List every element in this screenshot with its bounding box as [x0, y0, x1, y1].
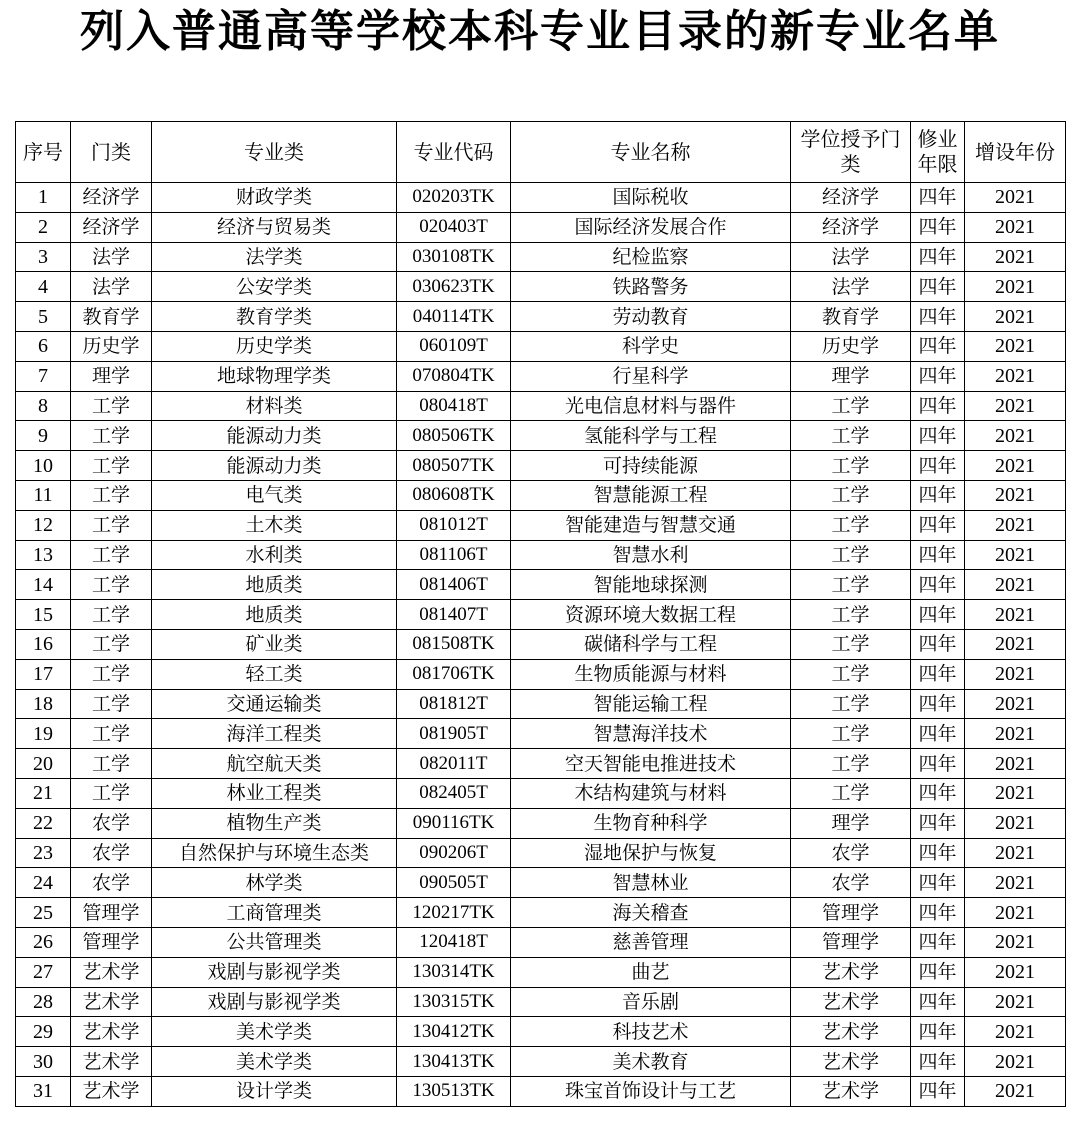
cell-major-class: 植物生产类 [152, 808, 397, 838]
cell-seq: 23 [16, 838, 71, 868]
cell-major-name: 音乐剧 [511, 987, 791, 1017]
table-row [16, 808, 1066, 838]
cell-duration: 四年 [911, 480, 965, 510]
cell-code: 130513TK [397, 1076, 511, 1106]
cell-seq: 10 [16, 451, 71, 481]
cell-duration: 四年 [911, 868, 965, 898]
cell-seq: 20 [16, 749, 71, 779]
cell-code: 070804TK [397, 361, 511, 391]
cell-category: 工学 [71, 659, 152, 689]
cell-year: 2021 [965, 1076, 1066, 1106]
cell-code: 130412TK [397, 1017, 511, 1047]
cell-major-name: 智慧能源工程 [511, 480, 791, 510]
table-row [16, 927, 1066, 957]
cell-major-class: 能源动力类 [152, 451, 397, 481]
cell-code: 080608TK [397, 480, 511, 510]
cell-duration: 四年 [911, 570, 965, 600]
cell-degree: 工学 [791, 629, 911, 659]
majors-table [15, 121, 1066, 1107]
cell-degree: 工学 [791, 719, 911, 749]
cell-year: 2021 [965, 183, 1066, 213]
cell-year: 2021 [965, 808, 1066, 838]
cell-degree: 经济学 [791, 212, 911, 242]
cell-seq: 29 [16, 1017, 71, 1047]
cell-major-name: 慈善管理 [511, 927, 791, 957]
cell-major-class: 美术学类 [152, 1017, 397, 1047]
cell-duration: 四年 [911, 957, 965, 987]
cell-major-class: 水利类 [152, 540, 397, 570]
cell-category: 工学 [71, 719, 152, 749]
cell-year: 2021 [965, 629, 1066, 659]
table-row [16, 719, 1066, 749]
cell-code: 081812T [397, 689, 511, 719]
cell-major-class: 戏剧与影视学类 [152, 957, 397, 987]
cell-code: 081406T [397, 570, 511, 600]
cell-major-class: 历史学类 [152, 331, 397, 361]
cell-seq: 4 [16, 272, 71, 302]
cell-category: 工学 [71, 749, 152, 779]
cell-year: 2021 [965, 480, 1066, 510]
cell-major-name: 科学史 [511, 331, 791, 361]
cell-duration: 四年 [911, 391, 965, 421]
header-code: 专业代码 [397, 122, 511, 183]
cell-degree: 艺术学 [791, 1047, 911, 1077]
cell-category: 教育学 [71, 302, 152, 332]
cell-degree: 管理学 [791, 898, 911, 928]
cell-seq: 1 [16, 183, 71, 213]
table-row [16, 1017, 1066, 1047]
cell-category: 工学 [71, 778, 152, 808]
cell-code: 130315TK [397, 987, 511, 1017]
cell-year: 2021 [965, 957, 1066, 987]
cell-year: 2021 [965, 212, 1066, 242]
cell-code: 060109T [397, 331, 511, 361]
cell-year: 2021 [965, 659, 1066, 689]
cell-degree: 工学 [791, 451, 911, 481]
cell-duration: 四年 [911, 302, 965, 332]
table-row [16, 421, 1066, 451]
cell-code: 081012T [397, 510, 511, 540]
cell-degree: 农学 [791, 868, 911, 898]
cell-major-class: 轻工类 [152, 659, 397, 689]
cell-seq: 27 [16, 957, 71, 987]
cell-category: 管理学 [71, 927, 152, 957]
table-row [16, 272, 1066, 302]
cell-year: 2021 [965, 838, 1066, 868]
cell-seq: 26 [16, 927, 71, 957]
cell-major-class: 地质类 [152, 600, 397, 630]
cell-duration: 四年 [911, 272, 965, 302]
cell-category: 管理学 [71, 898, 152, 928]
cell-degree: 法学 [791, 272, 911, 302]
cell-seq: 31 [16, 1076, 71, 1106]
cell-major-name: 智能地球探测 [511, 570, 791, 600]
table-row [16, 600, 1066, 630]
cell-duration: 四年 [911, 421, 965, 451]
cell-seq: 8 [16, 391, 71, 421]
cell-major-class: 海洋工程类 [152, 719, 397, 749]
cell-category: 艺术学 [71, 957, 152, 987]
cell-code: 130413TK [397, 1047, 511, 1077]
cell-category: 法学 [71, 272, 152, 302]
cell-year: 2021 [965, 778, 1066, 808]
cell-major-name: 曲艺 [511, 957, 791, 987]
table-body [16, 183, 1066, 1107]
cell-major-class: 矿业类 [152, 629, 397, 659]
cell-code: 082011T [397, 749, 511, 779]
cell-duration: 四年 [911, 838, 965, 868]
cell-year: 2021 [965, 987, 1066, 1017]
cell-category: 工学 [71, 629, 152, 659]
cell-duration: 四年 [911, 689, 965, 719]
cell-duration: 四年 [911, 927, 965, 957]
cell-seq: 5 [16, 302, 71, 332]
header-year: 增设年份 [965, 122, 1066, 183]
cell-category: 工学 [71, 391, 152, 421]
cell-major-name: 铁路警务 [511, 272, 791, 302]
cell-seq: 21 [16, 778, 71, 808]
cell-year: 2021 [965, 242, 1066, 272]
cell-major-name: 智慧林业 [511, 868, 791, 898]
cell-major-class: 美术学类 [152, 1047, 397, 1077]
cell-degree: 艺术学 [791, 957, 911, 987]
cell-degree: 理学 [791, 361, 911, 391]
cell-seq: 3 [16, 242, 71, 272]
cell-degree: 艺术学 [791, 1076, 911, 1106]
cell-degree: 教育学 [791, 302, 911, 332]
cell-major-name: 智能运输工程 [511, 689, 791, 719]
table-row [16, 570, 1066, 600]
header-category: 门类 [71, 122, 152, 183]
cell-year: 2021 [965, 719, 1066, 749]
cell-seq: 12 [16, 510, 71, 540]
cell-degree: 工学 [791, 570, 911, 600]
cell-year: 2021 [965, 361, 1066, 391]
table-row [16, 689, 1066, 719]
cell-code: 081508TK [397, 629, 511, 659]
page-title: 列入普通高等学校本科专业目录的新专业名单 [80, 6, 1000, 57]
cell-major-name: 湿地保护与恢复 [511, 838, 791, 868]
header-major-name: 专业名称 [511, 122, 791, 183]
header-degree: 学位授予门类 [791, 122, 911, 183]
cell-duration: 四年 [911, 361, 965, 391]
cell-seq: 14 [16, 570, 71, 600]
cell-degree: 工学 [791, 480, 911, 510]
cell-category: 工学 [71, 510, 152, 540]
cell-duration: 四年 [911, 510, 965, 540]
cell-major-class: 公共管理类 [152, 927, 397, 957]
cell-seq: 15 [16, 600, 71, 630]
cell-duration: 四年 [911, 987, 965, 1017]
cell-degree: 管理学 [791, 927, 911, 957]
cell-code: 081407T [397, 600, 511, 630]
cell-category: 艺术学 [71, 987, 152, 1017]
cell-major-name: 行星科学 [511, 361, 791, 391]
cell-major-name: 国际经济发展合作 [511, 212, 791, 242]
cell-major-name: 科技艺术 [511, 1017, 791, 1047]
cell-year: 2021 [965, 540, 1066, 570]
cell-code: 080507TK [397, 451, 511, 481]
cell-year: 2021 [965, 868, 1066, 898]
table-row [16, 361, 1066, 391]
cell-seq: 6 [16, 331, 71, 361]
cell-degree: 工学 [791, 510, 911, 540]
cell-category: 农学 [71, 808, 152, 838]
cell-major-class: 能源动力类 [152, 421, 397, 451]
cell-major-class: 土木类 [152, 510, 397, 540]
table-row [16, 302, 1066, 332]
cell-code: 020403T [397, 212, 511, 242]
table-row [16, 480, 1066, 510]
cell-duration: 四年 [911, 898, 965, 928]
cell-major-name: 珠宝首饰设计与工艺 [511, 1076, 791, 1106]
cell-degree: 工学 [791, 391, 911, 421]
cell-seq: 30 [16, 1047, 71, 1077]
cell-duration: 四年 [911, 1017, 965, 1047]
cell-major-name: 可持续能源 [511, 451, 791, 481]
cell-duration: 四年 [911, 719, 965, 749]
cell-degree: 经济学 [791, 183, 911, 213]
cell-category: 理学 [71, 361, 152, 391]
cell-major-name: 智慧海洋技术 [511, 719, 791, 749]
cell-major-name: 国际税收 [511, 183, 791, 213]
cell-code: 090206T [397, 838, 511, 868]
cell-year: 2021 [965, 510, 1066, 540]
cell-major-name: 纪检监察 [511, 242, 791, 272]
cell-category: 历史学 [71, 331, 152, 361]
cell-duration: 四年 [911, 778, 965, 808]
cell-code: 081905T [397, 719, 511, 749]
cell-major-class: 法学类 [152, 242, 397, 272]
cell-major-class: 设计学类 [152, 1076, 397, 1106]
table-row [16, 451, 1066, 481]
cell-major-class: 自然保护与环境生态类 [152, 838, 397, 868]
table-row [16, 898, 1066, 928]
table-header-row [16, 122, 1066, 183]
cell-major-name: 美术教育 [511, 1047, 791, 1077]
header-seq: 序号 [16, 122, 71, 183]
cell-seq: 7 [16, 361, 71, 391]
table-row [16, 987, 1066, 1017]
cell-degree: 理学 [791, 808, 911, 838]
cell-seq: 19 [16, 719, 71, 749]
cell-year: 2021 [965, 570, 1066, 600]
table-row [16, 331, 1066, 361]
cell-major-class: 电气类 [152, 480, 397, 510]
cell-code: 080506TK [397, 421, 511, 451]
cell-category: 农学 [71, 868, 152, 898]
table-row [16, 540, 1066, 570]
cell-code: 020203TK [397, 183, 511, 213]
cell-degree: 工学 [791, 540, 911, 570]
cell-major-class: 交通运输类 [152, 689, 397, 719]
table-row [16, 957, 1066, 987]
cell-year: 2021 [965, 749, 1066, 779]
cell-seq: 9 [16, 421, 71, 451]
cell-year: 2021 [965, 1017, 1066, 1047]
cell-year: 2021 [965, 1047, 1066, 1077]
cell-category: 工学 [71, 421, 152, 451]
cell-major-name: 资源环境大数据工程 [511, 600, 791, 630]
cell-category: 工学 [71, 570, 152, 600]
cell-seq: 28 [16, 987, 71, 1017]
table-row [16, 1047, 1066, 1077]
cell-major-class: 教育学类 [152, 302, 397, 332]
cell-degree: 农学 [791, 838, 911, 868]
cell-major-class: 工商管理类 [152, 898, 397, 928]
cell-major-class: 林业工程类 [152, 778, 397, 808]
cell-seq: 18 [16, 689, 71, 719]
cell-year: 2021 [965, 898, 1066, 928]
cell-year: 2021 [965, 451, 1066, 481]
cell-year: 2021 [965, 421, 1066, 451]
cell-code: 030108TK [397, 242, 511, 272]
header-major-class: 专业类 [152, 122, 397, 183]
cell-seq: 16 [16, 629, 71, 659]
cell-major-class: 航空航天类 [152, 749, 397, 779]
cell-major-class: 公安学类 [152, 272, 397, 302]
cell-category: 经济学 [71, 212, 152, 242]
cell-code: 120217TK [397, 898, 511, 928]
cell-category: 艺术学 [71, 1047, 152, 1077]
table-row [16, 510, 1066, 540]
cell-degree: 工学 [791, 778, 911, 808]
cell-degree: 工学 [791, 421, 911, 451]
cell-year: 2021 [965, 391, 1066, 421]
cell-seq: 22 [16, 808, 71, 838]
cell-code: 080418T [397, 391, 511, 421]
cell-major-class: 戏剧与影视学类 [152, 987, 397, 1017]
cell-code: 040114TK [397, 302, 511, 332]
table-row [16, 391, 1066, 421]
cell-degree: 工学 [791, 689, 911, 719]
cell-duration: 四年 [911, 540, 965, 570]
cell-code: 120418T [397, 927, 511, 957]
cell-degree: 法学 [791, 242, 911, 272]
cell-category: 法学 [71, 242, 152, 272]
cell-major-name: 空天智能电推进技术 [511, 749, 791, 779]
table-row [16, 838, 1066, 868]
cell-year: 2021 [965, 331, 1066, 361]
cell-duration: 四年 [911, 659, 965, 689]
cell-major-name: 生物质能源与材料 [511, 659, 791, 689]
cell-duration: 四年 [911, 629, 965, 659]
cell-major-class: 材料类 [152, 391, 397, 421]
table-row [16, 212, 1066, 242]
cell-major-name: 木结构建筑与材料 [511, 778, 791, 808]
table-row [16, 629, 1066, 659]
cell-duration: 四年 [911, 331, 965, 361]
cell-category: 工学 [71, 689, 152, 719]
cell-code: 090505T [397, 868, 511, 898]
cell-major-name: 光电信息材料与器件 [511, 391, 791, 421]
cell-major-name: 碳储科学与工程 [511, 629, 791, 659]
cell-year: 2021 [965, 927, 1066, 957]
cell-seq: 13 [16, 540, 71, 570]
cell-major-class: 经济与贸易类 [152, 212, 397, 242]
table-row [16, 749, 1066, 779]
cell-major-name: 氢能科学与工程 [511, 421, 791, 451]
cell-major-name: 生物育种科学 [511, 808, 791, 838]
cell-category: 工学 [71, 480, 152, 510]
cell-category: 艺术学 [71, 1076, 152, 1106]
table-row [16, 242, 1066, 272]
cell-code: 090116TK [397, 808, 511, 838]
cell-year: 2021 [965, 689, 1066, 719]
table-row [16, 778, 1066, 808]
cell-degree: 艺术学 [791, 1017, 911, 1047]
cell-degree: 艺术学 [791, 987, 911, 1017]
cell-year: 2021 [965, 600, 1066, 630]
cell-degree: 工学 [791, 749, 911, 779]
table-row [16, 183, 1066, 213]
cell-major-name: 智能建造与智慧交通 [511, 510, 791, 540]
cell-duration: 四年 [911, 1076, 965, 1106]
table-row [16, 1076, 1066, 1106]
cell-major-name: 海关稽查 [511, 898, 791, 928]
cell-code: 082405T [397, 778, 511, 808]
cell-major-class: 地质类 [152, 570, 397, 600]
cell-major-class: 财政学类 [152, 183, 397, 213]
cell-category: 农学 [71, 838, 152, 868]
cell-duration: 四年 [911, 600, 965, 630]
cell-category: 工学 [71, 600, 152, 630]
cell-duration: 四年 [911, 808, 965, 838]
cell-duration: 四年 [911, 242, 965, 272]
header-duration: 修业年限 [911, 122, 965, 183]
cell-code: 081706TK [397, 659, 511, 689]
cell-degree: 工学 [791, 600, 911, 630]
cell-seq: 11 [16, 480, 71, 510]
cell-code: 081106T [397, 540, 511, 570]
cell-major-class: 林学类 [152, 868, 397, 898]
cell-seq: 25 [16, 898, 71, 928]
cell-duration: 四年 [911, 451, 965, 481]
cell-seq: 24 [16, 868, 71, 898]
cell-seq: 2 [16, 212, 71, 242]
cell-duration: 四年 [911, 749, 965, 779]
cell-degree: 历史学 [791, 331, 911, 361]
cell-code: 130314TK [397, 957, 511, 987]
cell-major-name: 劳动教育 [511, 302, 791, 332]
cell-degree: 工学 [791, 659, 911, 689]
cell-major-class: 地球物理学类 [152, 361, 397, 391]
cell-year: 2021 [965, 302, 1066, 332]
cell-duration: 四年 [911, 183, 965, 213]
cell-code: 030623TK [397, 272, 511, 302]
cell-seq: 17 [16, 659, 71, 689]
cell-duration: 四年 [911, 212, 965, 242]
cell-year: 2021 [965, 272, 1066, 302]
cell-category: 工学 [71, 540, 152, 570]
cell-category: 工学 [71, 451, 152, 481]
cell-category: 经济学 [71, 183, 152, 213]
cell-category: 艺术学 [71, 1017, 152, 1047]
cell-duration: 四年 [911, 1047, 965, 1077]
table-row [16, 659, 1066, 689]
cell-major-name: 智慧水利 [511, 540, 791, 570]
table-row [16, 868, 1066, 898]
